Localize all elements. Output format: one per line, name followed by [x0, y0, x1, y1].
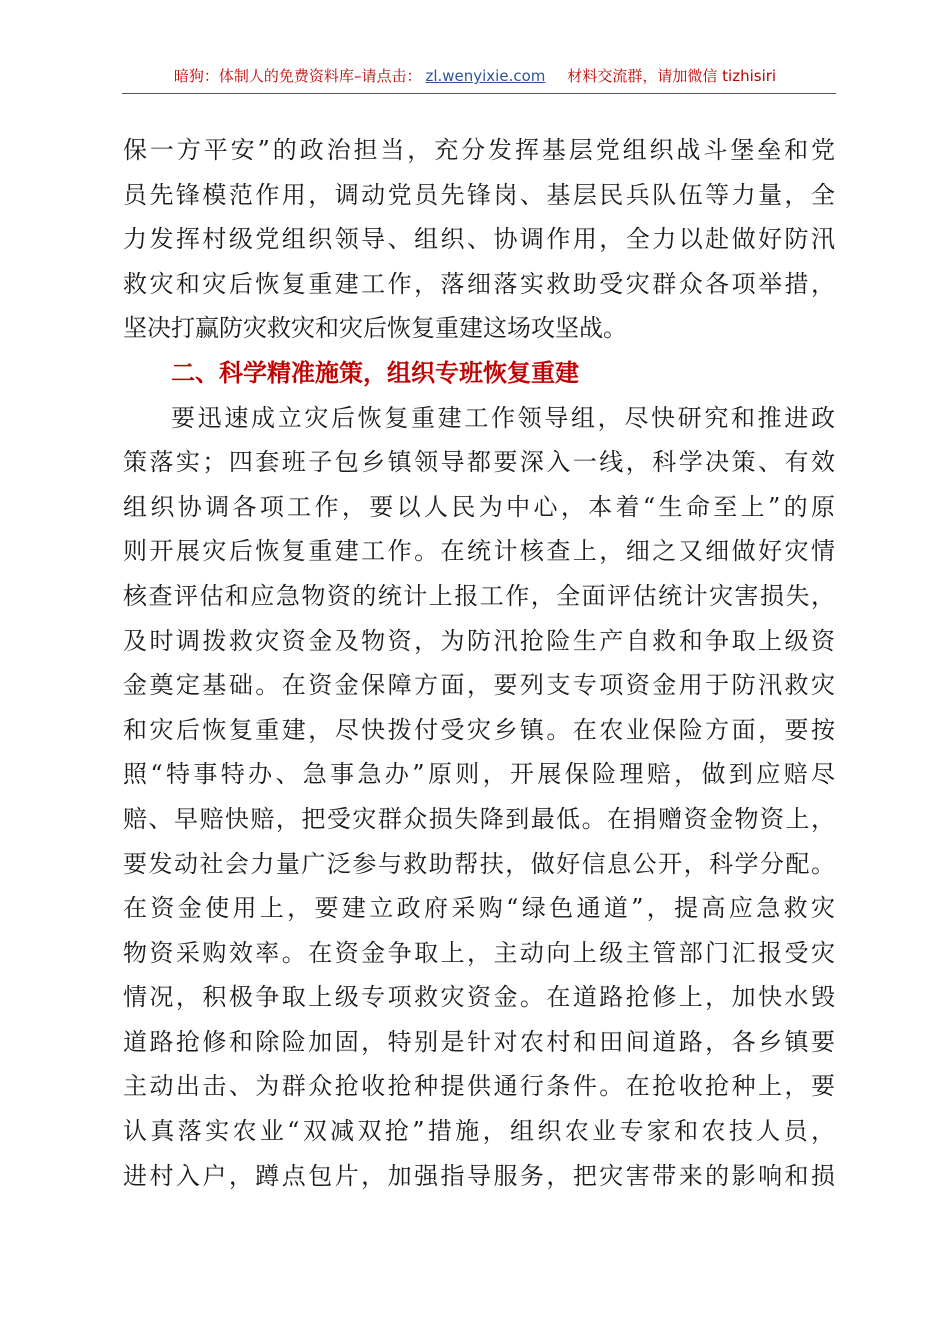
- header-site-link[interactable]: zl.wenyixie.com: [425, 67, 546, 85]
- header-click-label: –请点击：: [353, 67, 422, 85]
- text-line: 员先锋模范作用，调动党员先锋岗、基层民兵队伍等力量，全: [123, 180, 835, 209]
- text-line: 主动出击、为群众抢收抢种提供通行条件。在抢收抢种上，要: [123, 1072, 835, 1101]
- text-line: 和灾后恢复重建，尽快拨付受灾乡镇。在农业保险方面，要按: [123, 715, 835, 744]
- text-line: 组织协调各项工作，要以人民为中心，本着“生命至上”的原: [123, 492, 835, 521]
- document-body: [123, 128, 835, 1198]
- text-line: 进村入户，蹲点包片，加强指导服务，把灾害带来的影响和损: [123, 1161, 835, 1190]
- text-line: 认真落实农业“双减双抢”措施，组织农业专家和农技人员，: [123, 1117, 835, 1146]
- text-line: 道路抢修和除险加固，特别是针对农村和田间道路，各乡镇要: [123, 1027, 835, 1056]
- text-line: 救灾和灾后恢复重建工作，落细落实救助受灾群众各项举措，: [123, 269, 835, 298]
- text-line: 要发动社会力量广泛参与救助帮扶，做好信息公开，科学分配。: [123, 849, 835, 878]
- text-line: 物资采购效率。在资金争取上，主动向上级主管部门汇报受灾: [123, 938, 835, 967]
- header-brand: 暗狗：体制人的免费资料库: [173, 67, 354, 85]
- paragraph-2: [123, 396, 835, 1199]
- text-line: 核查评估和应急物资的统计上报工作，全面评估统计灾害损失，: [123, 581, 835, 610]
- text-line: 照“特事特办、急事急办”原则，开展保险理赔，做到应赔尽: [123, 760, 835, 789]
- section-heading: 二、科学精准施策，组织专班恢复重建: [171, 358, 579, 387]
- page-header: [0, 66, 950, 86]
- header-contact: 材料交流群，请加微信 tizhisiri: [567, 67, 777, 85]
- text-line: 坚决打赢防灾救灾和灾后恢复重建这场攻坚战。: [123, 314, 627, 343]
- text-line: 及时调拨救灾资金及物资，为防汛抢险生产自救和争取上级资: [123, 626, 835, 655]
- text-line: 赔、早赔快赔，把受灾群众损失降到最低。在捐赠资金物资上，: [123, 804, 835, 833]
- text-line: 情况，积极争取上级专项救灾资金。在道路抢修上，加快水毁: [123, 983, 835, 1012]
- text-line: 则开展灾后恢复重建工作。在统计核查上，细之又细做好灾情: [123, 537, 835, 566]
- text-line: 策落实；四套班子包乡镇领导都要深入一线，科学决策、有效: [123, 448, 835, 477]
- text-line: 在资金使用上，要建立政府采购“绿色通道”，提高应急救灾: [123, 894, 835, 923]
- text-line: 要迅速成立灾后恢复重建工作领导组，尽快研究和推进政: [171, 403, 835, 432]
- header-divider: [122, 93, 836, 94]
- text-line: 力发挥村级党组织领导、组织、协调作用，全力以赴做好防汛: [123, 225, 835, 254]
- text-line: 保一方平安”的政治担当，充分发挥基层党组织战斗堡垒和党: [123, 136, 835, 164]
- text-line: 金奠定基础。在资金保障方面，要列支专项资金用于防汛救灾: [123, 671, 835, 700]
- paragraph-1: [123, 128, 835, 351]
